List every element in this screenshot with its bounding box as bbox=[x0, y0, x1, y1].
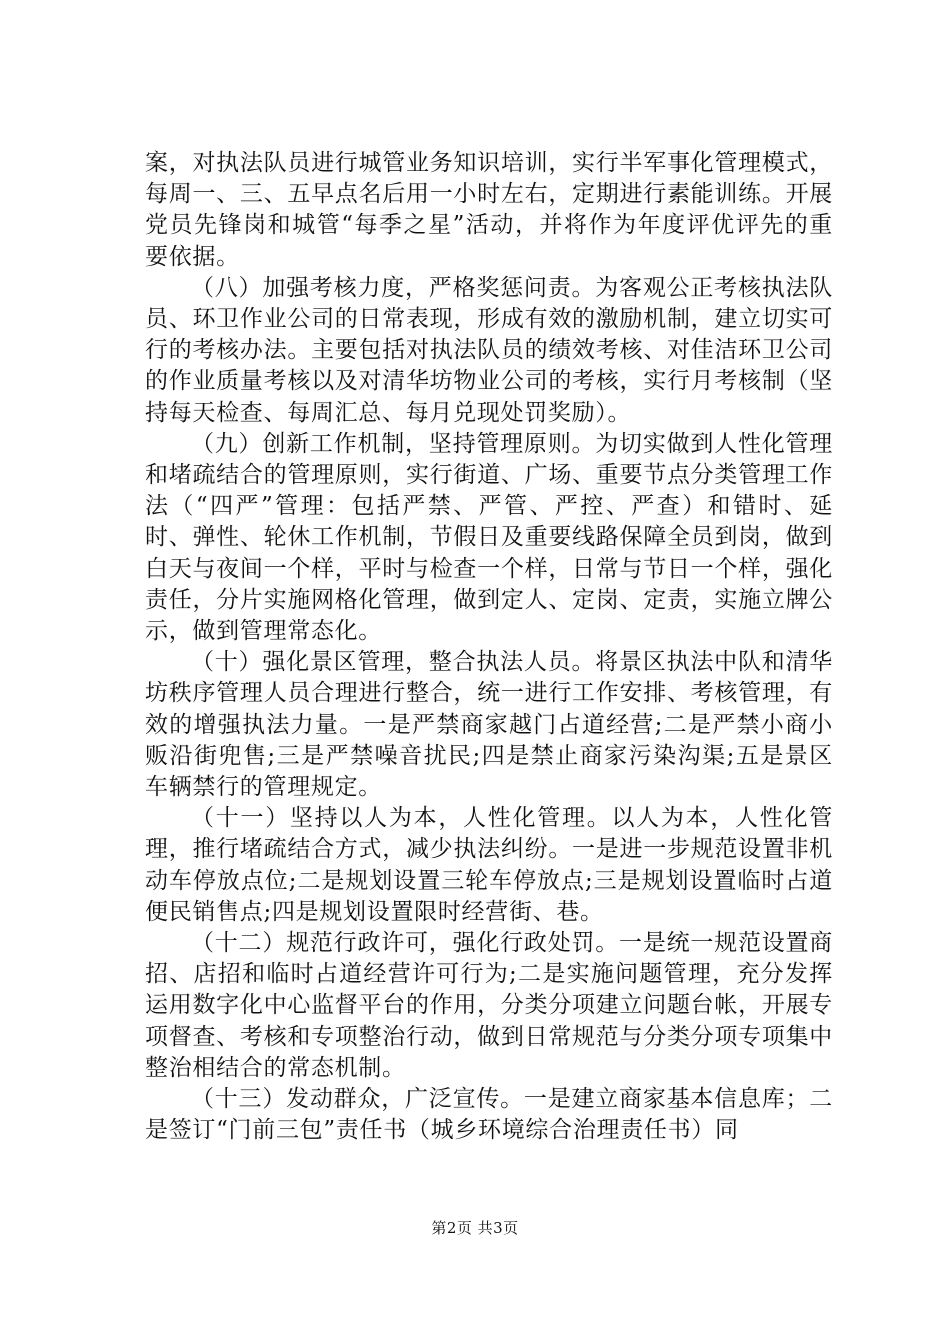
page-footer: 第2页 共3页 bbox=[431, 1219, 519, 1237]
paragraph-7: （十三）发动群众，广泛宣传。一是建立商家基本信息库；二是签订“门前三包”责任书（城乡环境综合治理责任书）同 bbox=[145, 1086, 833, 1144]
paragraph-4: （十）强化景区管理，整合执法人员。将景区执法中队和清华坊秩序管理人员合理进行整合，统一进行工作安排、考核管理，有效的增强执法力量。一是严禁商家越门占道经营;二是严禁小商小贩沿街兜售;三是严禁噪音扰民;四是禁止商家污染沟渠;五是景区车辆禁行的管理规定。 bbox=[145, 649, 833, 801]
paragraph-1: 案，对执法队员进行城管业务知识培训，实行半军事化管理模式，每周一、三、五早点名后用一小时左右，定期进行素能训练。开展党员先锋岗和城管“每季之星”活动，并将作为年度评优评先的重要依据。 bbox=[145, 150, 833, 270]
paragraph-5: （十一）坚持以人为本，人性化管理。以人为本，人性化管理，推行堵疏结合方式，减少执法纠纷。一是进一步规范设置非机动车停放点位;二是规划设置三轮车停放点;三是规划设置临时占道便民销售点;四是规划设置限时经营街、巷。 bbox=[145, 805, 833, 925]
paragraph-6: （十二）规范行政许可，强化行政处罚。一是统一规范设置商招、店招和临时占道经营许可行为;二是实施问题管理，充分发挥运用数字化中心监督平台的作用，分类分项建立问题台帐，开展专项督查、考核和专项整治行动，做到日常规范与分类分项专项集中整治相结合的常态机制。 bbox=[145, 930, 833, 1081]
paragraph-3: （九）创新工作机制，坚持管理原则。为切实做到人性化管理和堵疏结合的管理原则，实行街道、广场、重要节点分类管理工作法（“四严”管理：包括严禁、严管、严控、严查）和错时、延时、弹性、轮休工作机制，节假日及重要线路保障全员到岗，做到白天与夜间一个样，平时与检查一个样，日常与节日一个样，强化责任，分片实施网格化管理，做到定人、定岗、定责，实施立牌公示，做到管理常态化。 bbox=[145, 430, 833, 645]
paragraph-2: （八）加强考核力度，严格奖惩问责。为客观公正考核执法队员、环卫作业公司的日常表现，形成有效的激励机制，建立切实可行的考核办法。主要包括对执法队员的绩效考核、对佳洁环卫公司的作业质量考核以及对清华坊物业公司的考核，实行月考核制（坚持每天检查、每周汇总、每月兑现处罚奖励）。 bbox=[145, 274, 833, 426]
document-body bbox=[145, 148, 833, 1147]
